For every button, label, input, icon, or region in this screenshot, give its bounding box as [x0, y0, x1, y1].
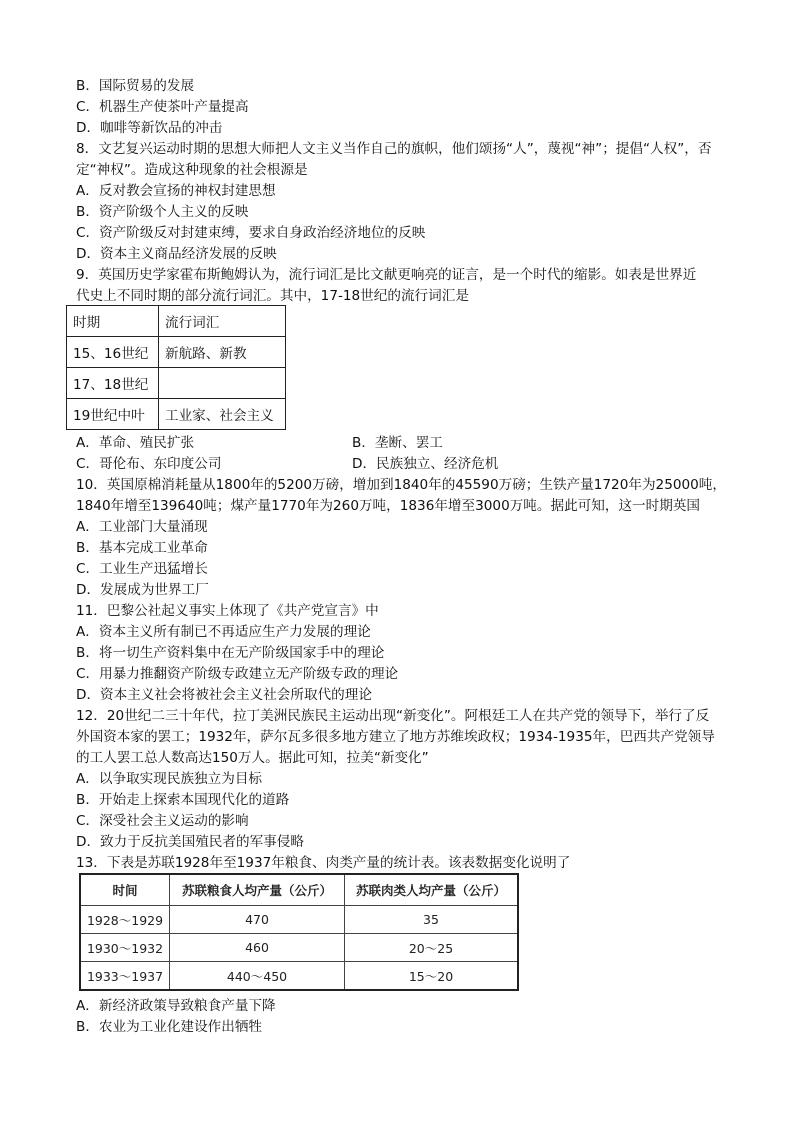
- table-header-cell: 苏联粮食人均产量（公斤）: [170, 874, 345, 906]
- q12-option-a: A．以争取实现民族独立为目标: [76, 771, 263, 787]
- q8-option-a: A．反对教会宣扬的神权封建思想: [76, 183, 276, 199]
- q11-option-d: D．资本主义社会将被社会主义社会所取代的理论: [76, 687, 372, 703]
- table-cell: 15～20: [345, 962, 519, 991]
- q9-option-a: A．革命、殖民扩张: [76, 435, 195, 451]
- q9-option-c: C．哥伦布、东印度公司: [76, 456, 222, 472]
- q8-stem-line1: 8．文艺复兴运动时期的思想大师把人文主义当作自己的旗帜，他们颂扬“人”，蔑视“神”；提倡“人权”，否: [76, 141, 712, 157]
- table-header-cell: 时间: [80, 874, 170, 906]
- table-header-row: [67, 306, 286, 337]
- q12-option-c: C．深受社会主义运动的影响: [76, 813, 249, 829]
- table-row: [67, 368, 286, 399]
- table-header-row: [80, 874, 518, 906]
- q12-stem-line3: 的工人罢工总人数高达150万人。据此可知，拉美“新变化”: [76, 750, 429, 766]
- table-cell: 35: [345, 906, 519, 934]
- q12-stem-line2: 外国资本家的罢工；1932年，萨尔瓦多很多地方建立了地方苏维埃政权；1934-1935年，巴西共产党领导: [76, 729, 715, 745]
- ussr-production-table: [79, 873, 519, 991]
- table-cell: 17、18世纪: [67, 368, 159, 399]
- q10-option-c: C．工业生产迅猛增长: [76, 561, 208, 577]
- q10-option-b: B．基本完成工业革命: [76, 540, 208, 556]
- table-row: [80, 962, 518, 991]
- q9-stem-line1: 9．英国历史学家霍布斯鲍姆认为，流行词汇是比文献更响亮的证言，是一个时代的缩影。如表是世界近: [76, 267, 697, 283]
- q10-stem-line2: 1840年增至139640吨；煤产量1770年为260万吨，1836年增至3000万吨。据此可知，这一时期英国: [76, 498, 701, 514]
- table-cell: 1930～1932: [80, 934, 170, 962]
- table-row: [67, 399, 286, 430]
- q13-option-a: A．新经济政策导致粮食产量下降: [76, 998, 276, 1014]
- q12-option-b: B．开始走上探索本国现代化的道路: [76, 792, 290, 808]
- table-cell: 新航路、新教: [159, 337, 286, 368]
- table-header-cell: 苏联肉类人均产量（公斤）: [345, 874, 519, 906]
- table-cell: 15、16世纪: [67, 337, 159, 368]
- table-cell: 20～25: [345, 934, 519, 962]
- q9-option-b: B．垄断、罢工: [352, 435, 443, 451]
- table-cell: 1928～1929: [80, 906, 170, 934]
- table-row: [80, 934, 518, 962]
- q7-option-d: D．咖啡等新饮品的冲击: [76, 120, 223, 136]
- table-cell: 19世纪中叶: [67, 399, 159, 430]
- table-cell: [159, 368, 286, 399]
- q8-option-d: D．资本主义商品经济发展的反映: [76, 246, 277, 262]
- table-cell: 470: [170, 906, 345, 934]
- q11-stem: 11．巴黎公社起义事实上体现了《共产党宣言》中: [76, 603, 379, 619]
- q11-option-c: C．用暴力推翻资产阶级专政建立无产阶级专政的理论: [76, 666, 399, 682]
- q12-stem-line1: 12．20世纪二三十年代，拉丁美洲民族民主运动出现“新变化”。阿根廷工人在共产党的领导下，举行了反: [76, 708, 710, 724]
- q12-option-d: D．致力于反抗美国殖民者的军事侵略: [76, 834, 304, 850]
- q7-option-c: C．机器生产使茶叶产量提高: [76, 99, 249, 115]
- table-cell: 440～450: [170, 962, 345, 991]
- q7-option-b: B．国际贸易的发展: [76, 78, 195, 94]
- q8-stem-line2: 定“神权”。造成这种现象的社会根源是: [76, 162, 308, 178]
- table-header-cell: 时期: [67, 306, 159, 337]
- table-row: [80, 906, 518, 934]
- q8-option-b: B．资产阶级个人主义的反映: [76, 204, 249, 220]
- q10-stem-line1: 10．英国原棉消耗量从1800年的5200万磅，增加到1840年的45590万磅；生铁产量1720年为25000吨，: [76, 477, 726, 493]
- q11-option-a: A．资本主义所有制已不再适应生产力发展的理论: [76, 624, 371, 640]
- table-cell: 1933～1937: [80, 962, 170, 991]
- q13-option-b: B．农业为工业化建设作出牺牲: [76, 1019, 263, 1035]
- q9-stem-line2: 代史上不同时期的部分流行词汇。其中，17-18世纪的流行词汇是: [76, 288, 469, 304]
- popular-words-table: [66, 305, 286, 430]
- table-cell: 工业家、社会主义: [159, 399, 286, 430]
- q10-option-d: D．发展成为世界工厂: [76, 582, 209, 598]
- q11-option-b: B．将一切生产资料集中在无产阶级国家手中的理论: [76, 645, 385, 661]
- table-header-cell: 流行词汇: [159, 306, 286, 337]
- table-row: [67, 337, 286, 368]
- q13-stem: 13．下表是苏联1928年至1937年粮食、肉类产量的统计表。该表数据变化说明了: [76, 855, 571, 871]
- q10-option-a: A．工业部门大量涌现: [76, 519, 208, 535]
- q9-option-d: D．民族独立、经济危机: [352, 456, 499, 472]
- table-cell: 460: [170, 934, 345, 962]
- q8-option-c: C．资产阶级反对封建束缚，要求自身政治经济地位的反映: [76, 225, 426, 241]
